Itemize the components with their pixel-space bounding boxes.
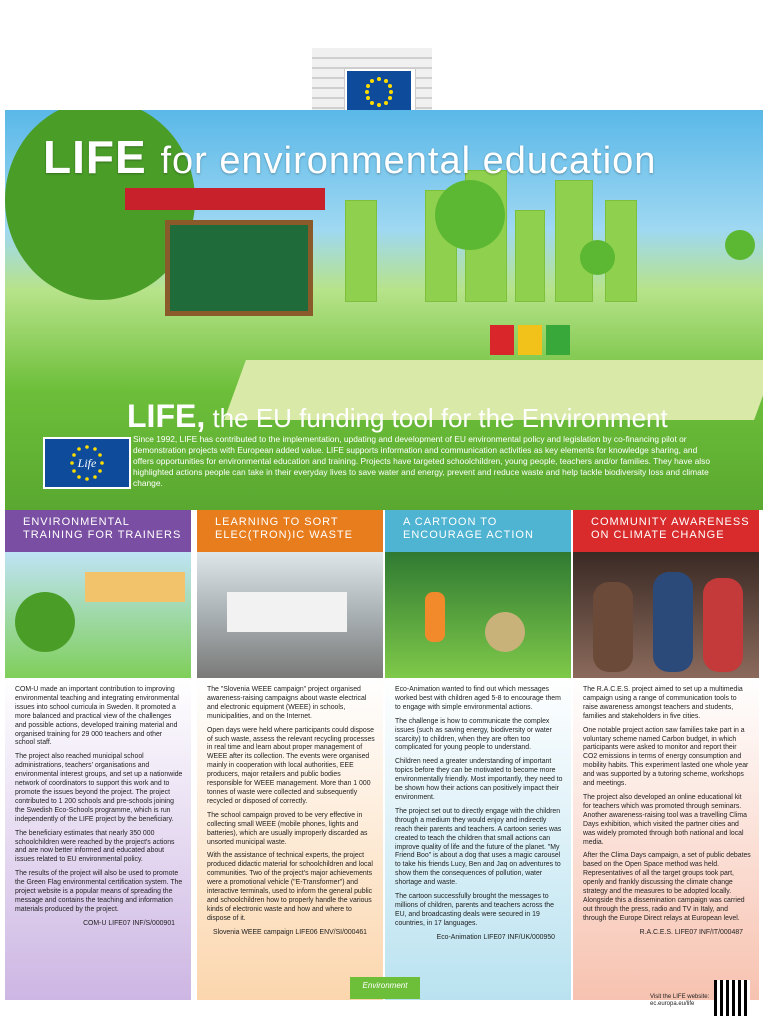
column-weee [197, 510, 383, 1002]
paragraph: The R.A.C.E.S. project aimed to set up a multimedia campaign using a range of communication tools to raise awareness amongst teachers and students, families and stakeholders in five cities. [583, 686, 743, 720]
paragraph: With the assistance of technical experts, the project produced didactic material for schoolchildren and local communities. Two of the project's major achievements were a promotional vehicle ("E-Transformer") and interactive terminals, used to inform the general public and schoolchildren how to properly handle the various kinds of electronic waste and how and where to dispose of it. [207, 852, 373, 922]
life-logo [43, 437, 131, 489]
paragraph: The results of the project will also be used to promote the Green Flag environmental certification system. The project website is a popular means of spreading the message and contains the teaching and information materials produced by the project. [15, 870, 183, 913]
project-reference: R.A.C.E.S. LIFE07 INF/IT/000487 [639, 928, 743, 936]
column-body [385, 678, 571, 1000]
person [703, 578, 743, 672]
top-header [0, 0, 768, 110]
life-logo-text: Life [77, 456, 97, 470]
column-climate [573, 510, 759, 1002]
cartoon-character [425, 592, 445, 642]
board-roof [125, 188, 325, 210]
column-heading: COMMUNITY AWARENESS ON CLIMATE CHANGE [573, 510, 759, 552]
intro-text: Since 1992, LIFE has contributed to the implementation, updating and development of EU environmental policy and legislation by co-financing pilot or demonstration projects with European added value. LIFE supports information and communication activities as key elements for knowledge sharing, and offers opportunities for environmental education and training. Projects have targeted schoolchildren, young people, teachers and/or families. They have also highlighted actions people can take in their everyday lives to save water and energy, prevent and reduce waste and help tackle biodiversity loss and climate change. [133, 434, 710, 488]
paragraph: After the Clima Days campaign, a set of public debates based on the Open Space method was held. Representatives of all the target groups took part, openly and frankly discussing the climate change strategy and the measures to be adopted locally. Alongside this a dissemination campaign was carried out through the press, radio and TV in Italy, and through the Europe Direct relays at European level. [583, 852, 751, 922]
chalkboard [165, 220, 313, 316]
paragraph: The project set out to directly engage with the children through a medium they would enjoy and indirectly reach their parents and teachers. A cartoon series was created to teach the children that small actions can improve quality of life and the future of the planet. "My Friend Boo" is about a dog that uses a magic carousel to take his friends Lucy, Ben and Jaq on adventures to show them the consequences of pollution, water shortage and waste. [395, 807, 562, 887]
project-reference: COM-U LIFE07 INF/S/000901 [83, 919, 175, 927]
tree [580, 240, 615, 275]
page-title [43, 130, 656, 184]
column-heading: LEARNING TO SORT ELEC(TRON)IC WASTE [197, 510, 383, 552]
project-reference: Eco-Animation LIFE07 INF/UK/000950 [436, 933, 555, 941]
project-reference: Slovenia WEEE campaign LIFE06 ENV/SI/000461 [213, 928, 367, 936]
person [653, 572, 693, 672]
column-body [5, 678, 191, 1000]
paragraph: The "Slovenia WEEE campaign" project organised awareness-raising campaigns about waste electrical and electronic equipment (WEEE) in schools, municipalities, and on the Internet. [207, 686, 367, 720]
cartoon-character [485, 612, 525, 652]
subtitle-main: LIFE, [127, 398, 206, 434]
paragraph: COM-U made an important contribution to improving environmental teaching and integrating environmental issues into school curricula in Sweden. It promoted a more balanced and practical view of the challenges and possible actions, developed training material and organised training for 29 000 teachers and other school staff. [15, 686, 179, 747]
environment-label: Environment [350, 977, 420, 999]
column-image-cartoon-forest [385, 552, 571, 678]
subtitle-rest: the EU funding tool for the Environment [212, 403, 668, 433]
paragraph: The challenge is how to communicate the complex issues (such as saving energy, biodiversity or water scarcity) to children, when they are often too complicated for young people to understand. [395, 717, 552, 752]
tree [435, 180, 505, 250]
paragraph: The cartoon successfully brought the messages to millions of children, parents and teachers across the EU, and broadcasting deals were secured in 19 countries, in 17 languages. [395, 893, 554, 927]
visit-website-text [650, 994, 709, 1008]
hero-illustration [5, 110, 763, 510]
paragraph: The beneficiary estimates that nearly 350 000 schoolchildren were reached by the project's actions and are now better informed and educated about issues related to EU environmental policy. [15, 829, 175, 864]
vehicle [227, 592, 347, 632]
column-training [5, 510, 191, 1002]
visit-line: Visit the LIFE website: [650, 994, 710, 1000]
project-columns [5, 510, 763, 1010]
column-body [573, 678, 759, 1000]
column-image-students [573, 552, 759, 678]
column-heading: ENVIRONMENTAL TRAINING FOR TRAINERS [5, 510, 191, 552]
website-link[interactable]: ec.europa.eu/life [650, 1001, 695, 1007]
city-building [555, 180, 593, 302]
paragraph: One notable project action saw families take part in a voluntary scheme named Carbon budget, in which participants were asked to monitor and report their CO2 emissions in terms of energy consumption and mobility habits. This experiment lasted one whole year and was supported by a tutoring scheme, workshops and meetings. [583, 726, 749, 788]
paragraph: The project also reached municipal school administrations, teachers' organisations and environmental interest groups, and set up a nationwide network of coordinators to support this work and to promote the issues beyond the project. The project contributed to 1 200 schools and pre-schools joining the Swedish Eco-Schools programme, which is run independently of the LIFE project by the beneficiary. [15, 753, 183, 823]
column-image-street-event [197, 552, 383, 678]
paragraph: Children need a greater understanding of important topics before they can be motivated to become more environmentally friendly. Most importantly, they need to be shown how their actions can positively impact their environment. [395, 758, 563, 801]
school-building [85, 572, 185, 602]
person [593, 582, 633, 672]
recycling-bin [490, 325, 514, 355]
city-building [345, 200, 377, 302]
title-rest: for environmental education [160, 140, 657, 182]
title-main: LIFE [43, 131, 147, 183]
page-subtitle [127, 398, 668, 435]
paragraph: The school campaign proved to be very effective in collecting small WEEE (mobile phones, lights and batteries), which are usually improperly discarded as unsorted municipal waste. [207, 811, 368, 846]
column-cartoon [385, 510, 571, 1002]
paragraph: Open days were held where participants could dispose of such waste, assess the relevant recycling processes in real time and learn about proper management of WEEE after its collection. The events were organised mainly in cooperation with local authorities, EEE producers, major retailers and public bodies responsible for WEEE management. More than 1 000 tonnes of waste were collected and subsequently recycled or disposed of correctly. [207, 726, 375, 805]
column-image-cartoon-school [5, 552, 191, 678]
recycling-bin [546, 325, 570, 355]
column-heading: A CARTOON TO ENCOURAGE ACTION [385, 510, 571, 552]
column-body [197, 678, 383, 1000]
recycling-bin [518, 325, 542, 355]
paragraph: Eco-Animation wanted to find out which messages worked best with children aged 5-8 to encourage them to engage with simple environmental actions. [395, 686, 561, 711]
qr-code-icon[interactable] [714, 980, 750, 1016]
city-building [515, 210, 545, 302]
paragraph: The project also developed an online educational kit for teachers which was promoted through seminars. Another awareness-raising tool was a travelling Clima Days exhibition, which visited the partner cities and was widely promoted through both national and local media. [583, 793, 747, 846]
tree [725, 230, 755, 260]
eu-flag-icon [347, 71, 411, 111]
tree [15, 592, 75, 652]
